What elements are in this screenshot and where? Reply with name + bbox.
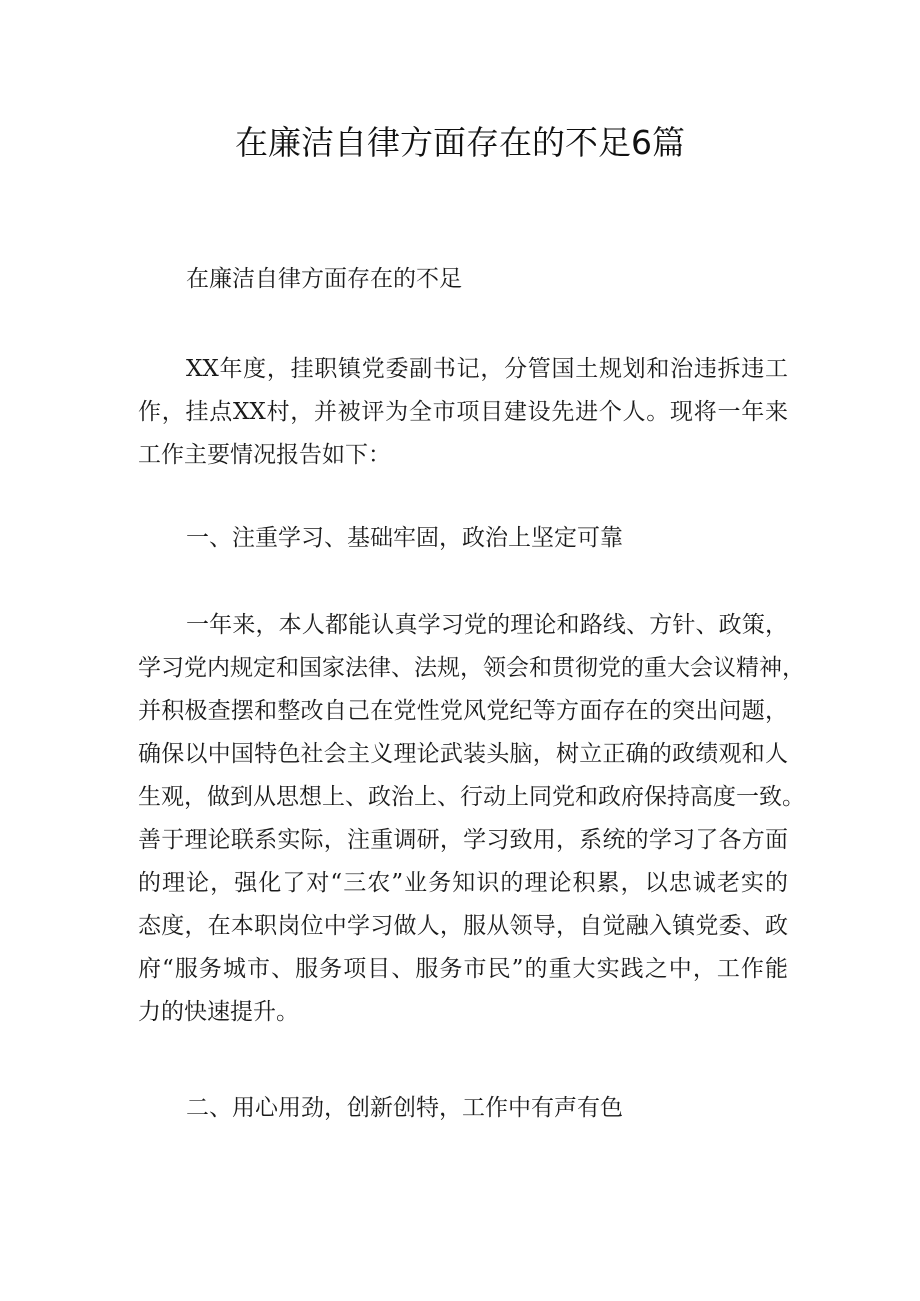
section1-line-4: 确保以中国特色社会主义理论武装头脑，树立正确的政绩观和人 <box>138 741 788 767</box>
section1-line-1: 一年来，本人都能认真学习党的理论和路线、方针、政策， <box>186 612 788 638</box>
subtitle-text: 在廉洁自律方面存在的不足 <box>186 266 462 292</box>
section1-line-3: 并积极查摆和整改自己在党性党风党纪等方面存在的突出问题， <box>138 698 788 724</box>
intro-line-2: 作，挂点XX村，并被评为全市项目建设先进个人。现将一年来 <box>138 399 788 425</box>
section1-line-10: 力的快速提升。 <box>138 999 299 1025</box>
section1-paragraph <box>138 604 805 1034</box>
section1-heading <box>186 517 786 560</box>
section1-heading-text: 一、注重学习、基础牢固，政治上坚定可靠 <box>186 525 623 551</box>
section1-line-8: 态度，在本职岗位中学习做人，服从领导，自觉融入镇党委、政 <box>138 913 788 939</box>
section2-heading-text: 二、用心用劲，创新创特，工作中有声有色 <box>186 1095 623 1121</box>
intro-paragraph <box>138 348 788 477</box>
document-title: 在廉洁自律方面存在的不足6篇 <box>235 123 685 162</box>
section1-line-7: 的理论，强化了对“三农”业务知识的理论积累，以忠诚老实的 <box>138 870 788 896</box>
section1-line-5: 生观，做到从思想上、政治上、行动上同党和政府保持高度一致。 <box>138 784 805 810</box>
section1-line-2: 学习党内规定和国家法律、法规，领会和贯彻党的重大会议精神， <box>138 655 805 681</box>
subtitle <box>186 258 786 301</box>
intro-line-1: XX年度，挂职镇党委副书记，分管国土规划和治违拆违工 <box>186 356 788 382</box>
section1-line-6: 善于理论联系实际，注重调研，学习致用，系统的学习了各方面 <box>138 827 788 853</box>
section1-line-9: 府“服务城市、服务项目、服务市民”的重大实践之中，工作能 <box>138 956 788 982</box>
intro-line-3: 工作主要情况报告如下： <box>138 442 391 468</box>
section2-heading <box>186 1087 786 1130</box>
